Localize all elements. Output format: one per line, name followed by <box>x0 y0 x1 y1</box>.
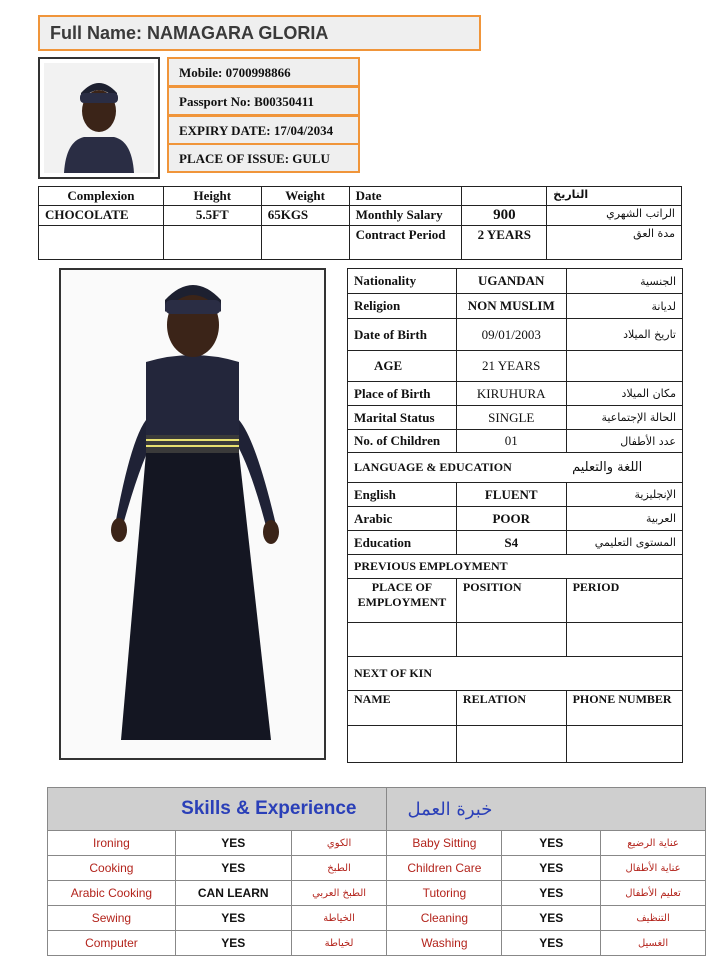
detail-label-ar: لديانة <box>566 294 682 319</box>
detail-value: 09/01/2003 <box>456 319 566 351</box>
date-value <box>462 187 547 206</box>
skill-label: Arabic Cooking <box>48 881 176 906</box>
skill-row <box>48 831 706 856</box>
details-row <box>348 579 683 623</box>
skill-value: YES <box>502 906 601 931</box>
physical-empty-1 <box>39 226 164 260</box>
skill-label: Ironing <box>48 831 176 856</box>
skill-value: YES <box>502 931 601 956</box>
skill-label-ar: الخياطة <box>291 906 387 931</box>
detail-label: Marital Status <box>348 406 457 430</box>
detail-value: 01 <box>456 430 566 453</box>
employment-empty-cell <box>348 623 457 657</box>
detail-label: No. of Children <box>348 430 457 453</box>
detail-label-ar: الحالة الإجتماعية <box>566 406 682 430</box>
details-row <box>348 531 683 555</box>
physical-empty-3 <box>261 226 349 260</box>
physical-contract-table <box>38 186 682 260</box>
skill-value: YES <box>175 831 291 856</box>
skill-label: Children Care <box>387 856 502 881</box>
details-row <box>348 294 683 319</box>
skill-label-ar: التنظيف <box>601 906 706 931</box>
next-of-kin-empty-cell <box>456 726 566 763</box>
detail-label-ar: مكان الميلاد <box>566 382 682 406</box>
detail-value: 21 YEARS <box>456 351 566 382</box>
skill-label-ar: تعليم الأطفال <box>601 881 706 906</box>
detail-label: Place of Birth <box>348 382 457 406</box>
next-of-kin-title: NEXT OF KIN <box>348 657 683 691</box>
skills-table <box>47 787 706 956</box>
date-label-ar: التاريخ <box>547 187 682 206</box>
skill-label: Tutoring <box>387 881 502 906</box>
weight-header: Weight <box>261 187 349 206</box>
language-label: English <box>348 483 457 507</box>
detail-value: NON MUSLIM <box>456 294 566 319</box>
complexion-value: CHOCOLATE <box>39 206 164 226</box>
previous-employment-title: PREVIOUS EMPLOYMENT <box>348 555 683 579</box>
details-row <box>348 726 683 763</box>
profile-photo-small <box>38 57 160 179</box>
person-full-body-image <box>61 270 324 758</box>
mobile-box <box>167 57 360 87</box>
detail-value: UGANDAN <box>456 269 566 294</box>
skill-label: Cleaning <box>387 906 502 931</box>
skill-label-ar: عناية الأطفال <box>601 856 706 881</box>
detail-label-ar: الجنسية <box>566 269 682 294</box>
skill-label-ar: الطبخ العربي <box>291 881 387 906</box>
details-row <box>348 483 683 507</box>
details-row <box>348 430 683 453</box>
detail-label: Religion <box>348 294 457 319</box>
monthly-salary-label: Monthly Salary <box>349 206 462 226</box>
detail-label: Date of Birth <box>348 319 457 351</box>
skill-row <box>48 881 706 906</box>
skill-label-ar: الطبخ <box>291 856 387 881</box>
detail-label-ar: عدد الأطفال <box>566 430 682 453</box>
details-row <box>348 657 683 691</box>
height-value: 5.5FT <box>163 206 261 226</box>
skill-label-ar: الكوي <box>291 831 387 856</box>
details-row <box>348 382 683 406</box>
details-row <box>348 691 683 726</box>
details-row <box>348 269 683 294</box>
details-row <box>348 319 683 351</box>
height-header: Height <box>163 187 261 206</box>
contract-period-value: 2 YEARS <box>462 226 547 260</box>
language-label-ar: الإنجليزية <box>566 483 682 507</box>
details-row <box>348 351 683 382</box>
skills-title: Skills & Experience <box>181 798 357 819</box>
employment-empty-cell <box>566 623 682 657</box>
skill-label-ar: لخياطة <box>291 931 387 956</box>
person-portrait-image <box>44 63 154 173</box>
language-label: Education <box>348 531 457 555</box>
skill-value: YES <box>502 856 601 881</box>
monthly-salary-value: 900 <box>462 206 547 226</box>
skills-title-ar: خبرة العمل <box>407 798 493 820</box>
employment-header: PLACE OF EMPLOYMENT <box>348 579 457 623</box>
detail-label: AGE <box>348 351 457 382</box>
skill-value: YES <box>502 881 601 906</box>
skill-value: CAN LEARN <box>175 881 291 906</box>
complexion-header: Complexion <box>39 187 164 206</box>
language-value: FLUENT <box>456 483 566 507</box>
details-row <box>348 555 683 579</box>
passport-text: Passport No: B00350411 <box>179 94 315 109</box>
skill-row <box>48 906 706 931</box>
employment-empty-cell <box>456 623 566 657</box>
next-of-kin-header: RELATION <box>456 691 566 726</box>
employment-header: PERIOD <box>566 579 682 623</box>
skill-label-ar: الغسيل <box>601 931 706 956</box>
date-label: Date <box>349 187 462 206</box>
expiry-box <box>167 115 360 145</box>
contract-period-label-ar: مدة العق <box>547 226 682 260</box>
profile-photo-full <box>59 268 326 760</box>
skill-value: YES <box>175 931 291 956</box>
language-education-label: LANGUAGE & EDUCATION <box>348 453 567 483</box>
weight-value: 65KGS <box>261 206 349 226</box>
passport-box <box>167 86 360 116</box>
skill-label: Sewing <box>48 906 176 931</box>
next-of-kin-empty-cell <box>566 726 682 763</box>
details-table <box>347 268 683 763</box>
full-name: Full Name: NAMAGARA GLORIA <box>50 23 329 43</box>
skill-label-ar: عناية الرضيع <box>601 831 706 856</box>
full-name-box <box>38 15 481 51</box>
details-row <box>348 507 683 531</box>
skill-value: YES <box>502 831 601 856</box>
detail-value: KIRUHURA <box>456 382 566 406</box>
detail-label-ar <box>566 351 682 382</box>
language-education-label-ar: اللغة والتعليم <box>566 453 682 483</box>
mobile-text: Mobile: 0700998866 <box>179 65 291 80</box>
language-value: S4 <box>456 531 566 555</box>
details-row <box>348 623 683 657</box>
skills-title-cell <box>48 788 387 831</box>
skill-row <box>48 856 706 881</box>
skill-label: Computer <box>48 931 176 956</box>
expiry-text: EXPIRY DATE: 17/04/2034 <box>179 123 334 138</box>
next-of-kin-header: NAME <box>348 691 457 726</box>
skills-title-ar-cell <box>387 788 706 831</box>
language-value: POOR <box>456 507 566 531</box>
detail-label-ar: تاريخ الميلاد <box>566 319 682 351</box>
skill-value: YES <box>175 906 291 931</box>
place-of-issue-box <box>167 143 360 173</box>
skill-row <box>48 931 706 956</box>
skill-label: Cooking <box>48 856 176 881</box>
next-of-kin-empty-cell <box>348 726 457 763</box>
skill-label: Baby Sitting <box>387 831 502 856</box>
language-label-ar: العربية <box>566 507 682 531</box>
physical-empty-2 <box>163 226 261 260</box>
contract-period-label: Contract Period <box>349 226 462 260</box>
skill-value: YES <box>175 856 291 881</box>
skill-label: Washing <box>387 931 502 956</box>
monthly-salary-label-ar: الراتب الشهري <box>547 206 682 226</box>
place-of-issue-text: PLACE OF ISSUE: GULU <box>179 151 330 166</box>
language-label-ar: المستوى التعليمي <box>566 531 682 555</box>
details-row <box>348 453 683 483</box>
detail-label: Nationality <box>348 269 457 294</box>
detail-value: SINGLE <box>456 406 566 430</box>
employment-header: POSITION <box>456 579 566 623</box>
next-of-kin-header: PHONE NUMBER <box>566 691 682 726</box>
details-row <box>348 406 683 430</box>
language-label: Arabic <box>348 507 457 531</box>
